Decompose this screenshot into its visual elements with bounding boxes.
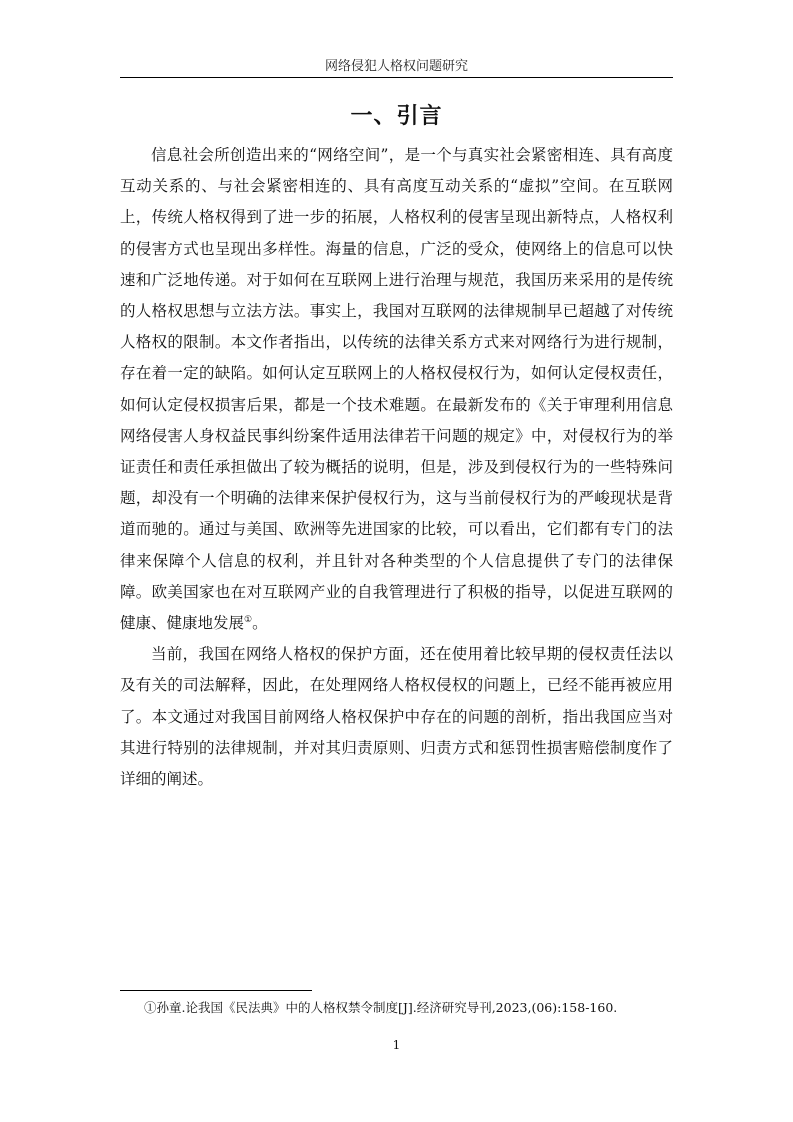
footnote-reference[interactable]: ① (244, 614, 253, 625)
body-text (120, 140, 673, 795)
paragraph-1-end: 。 (252, 614, 268, 633)
footnote-divider (120, 990, 312, 991)
footnote: ①孙童.论我国《民法典》中的人格权禁令制度[J].经济研究导刊,2023,(06):158-160. (144, 1000, 618, 1015)
running-header: 网络侵犯人格权问题研究 (324, 59, 468, 74)
section-title: 一、引言 (350, 103, 443, 129)
header-divider (120, 77, 673, 78)
paragraph-1-text: 信息社会所创造出来的“网络空间”，是一个与真实社会紧密相连、具有高度互动关系的、与社会紧密相连的、具有高度互动关系的“虚拟”空间。在互联网上，传统人格权得到了进一步的拓展，人格权利的侵害呈现出新特点，人格权利的侵害方式也呈现出多样性。海量的信息，广泛的受众，使网络上的信息可以快速和广泛地传递。对于如何在互联网上进行治理与规范，我国历来采用的是传统的人格权思想与立法方法。事实上，我国对互联网的法律规制早已超越了对传统人格权的限制。本文作者指出，以传统的法律关系方式来对网络行为进行规制，存在着一定的缺陷。如何认定互联网上的人格权侵权行为，如何认定侵权责任，如何认定侵权损害后果，都是一个技术难题。在最新发布的《关于审理利用信息网络侵害人身权益民事纠纷案件适用法律若干问题的规定》中，对侵权行为的举证责任和责任承担做出了较为概括的说明，但是，涉及到侵权行为的一些特殊问题，却没有一个明确的法律来保护侵权行为，这与当前侵权行为的严峻现状是背道而驰的。通过与美国、欧洲等先进国家的比较，可以看出，它们都有专门的法律来保障个人信息的权利，并且针对各种类型的个人信息提供了专门的法律保障。欧美国家也在对互联网产业的自我管理进行了积极的指导，以促进互联网的健康、健康地发展 (120, 146, 673, 633)
paragraph-2: 当前，我国在网络人格权的保护方面，还在使用着比较早期的侵权责任法以及有关的司法解释，因此，在处理网络人格权侵权的问题上，已经不能再被应用了。本文通过对我国目前网络人格权保护中存在的问题的剖析，指出我国应当对其进行特别的法律规制，并对其归责原则、归责方式和惩罚性损害赔偿制度作了详细的阐述。 (120, 645, 673, 789)
page-number: 1 (392, 1038, 401, 1052)
paragraph-1 (120, 140, 673, 639)
